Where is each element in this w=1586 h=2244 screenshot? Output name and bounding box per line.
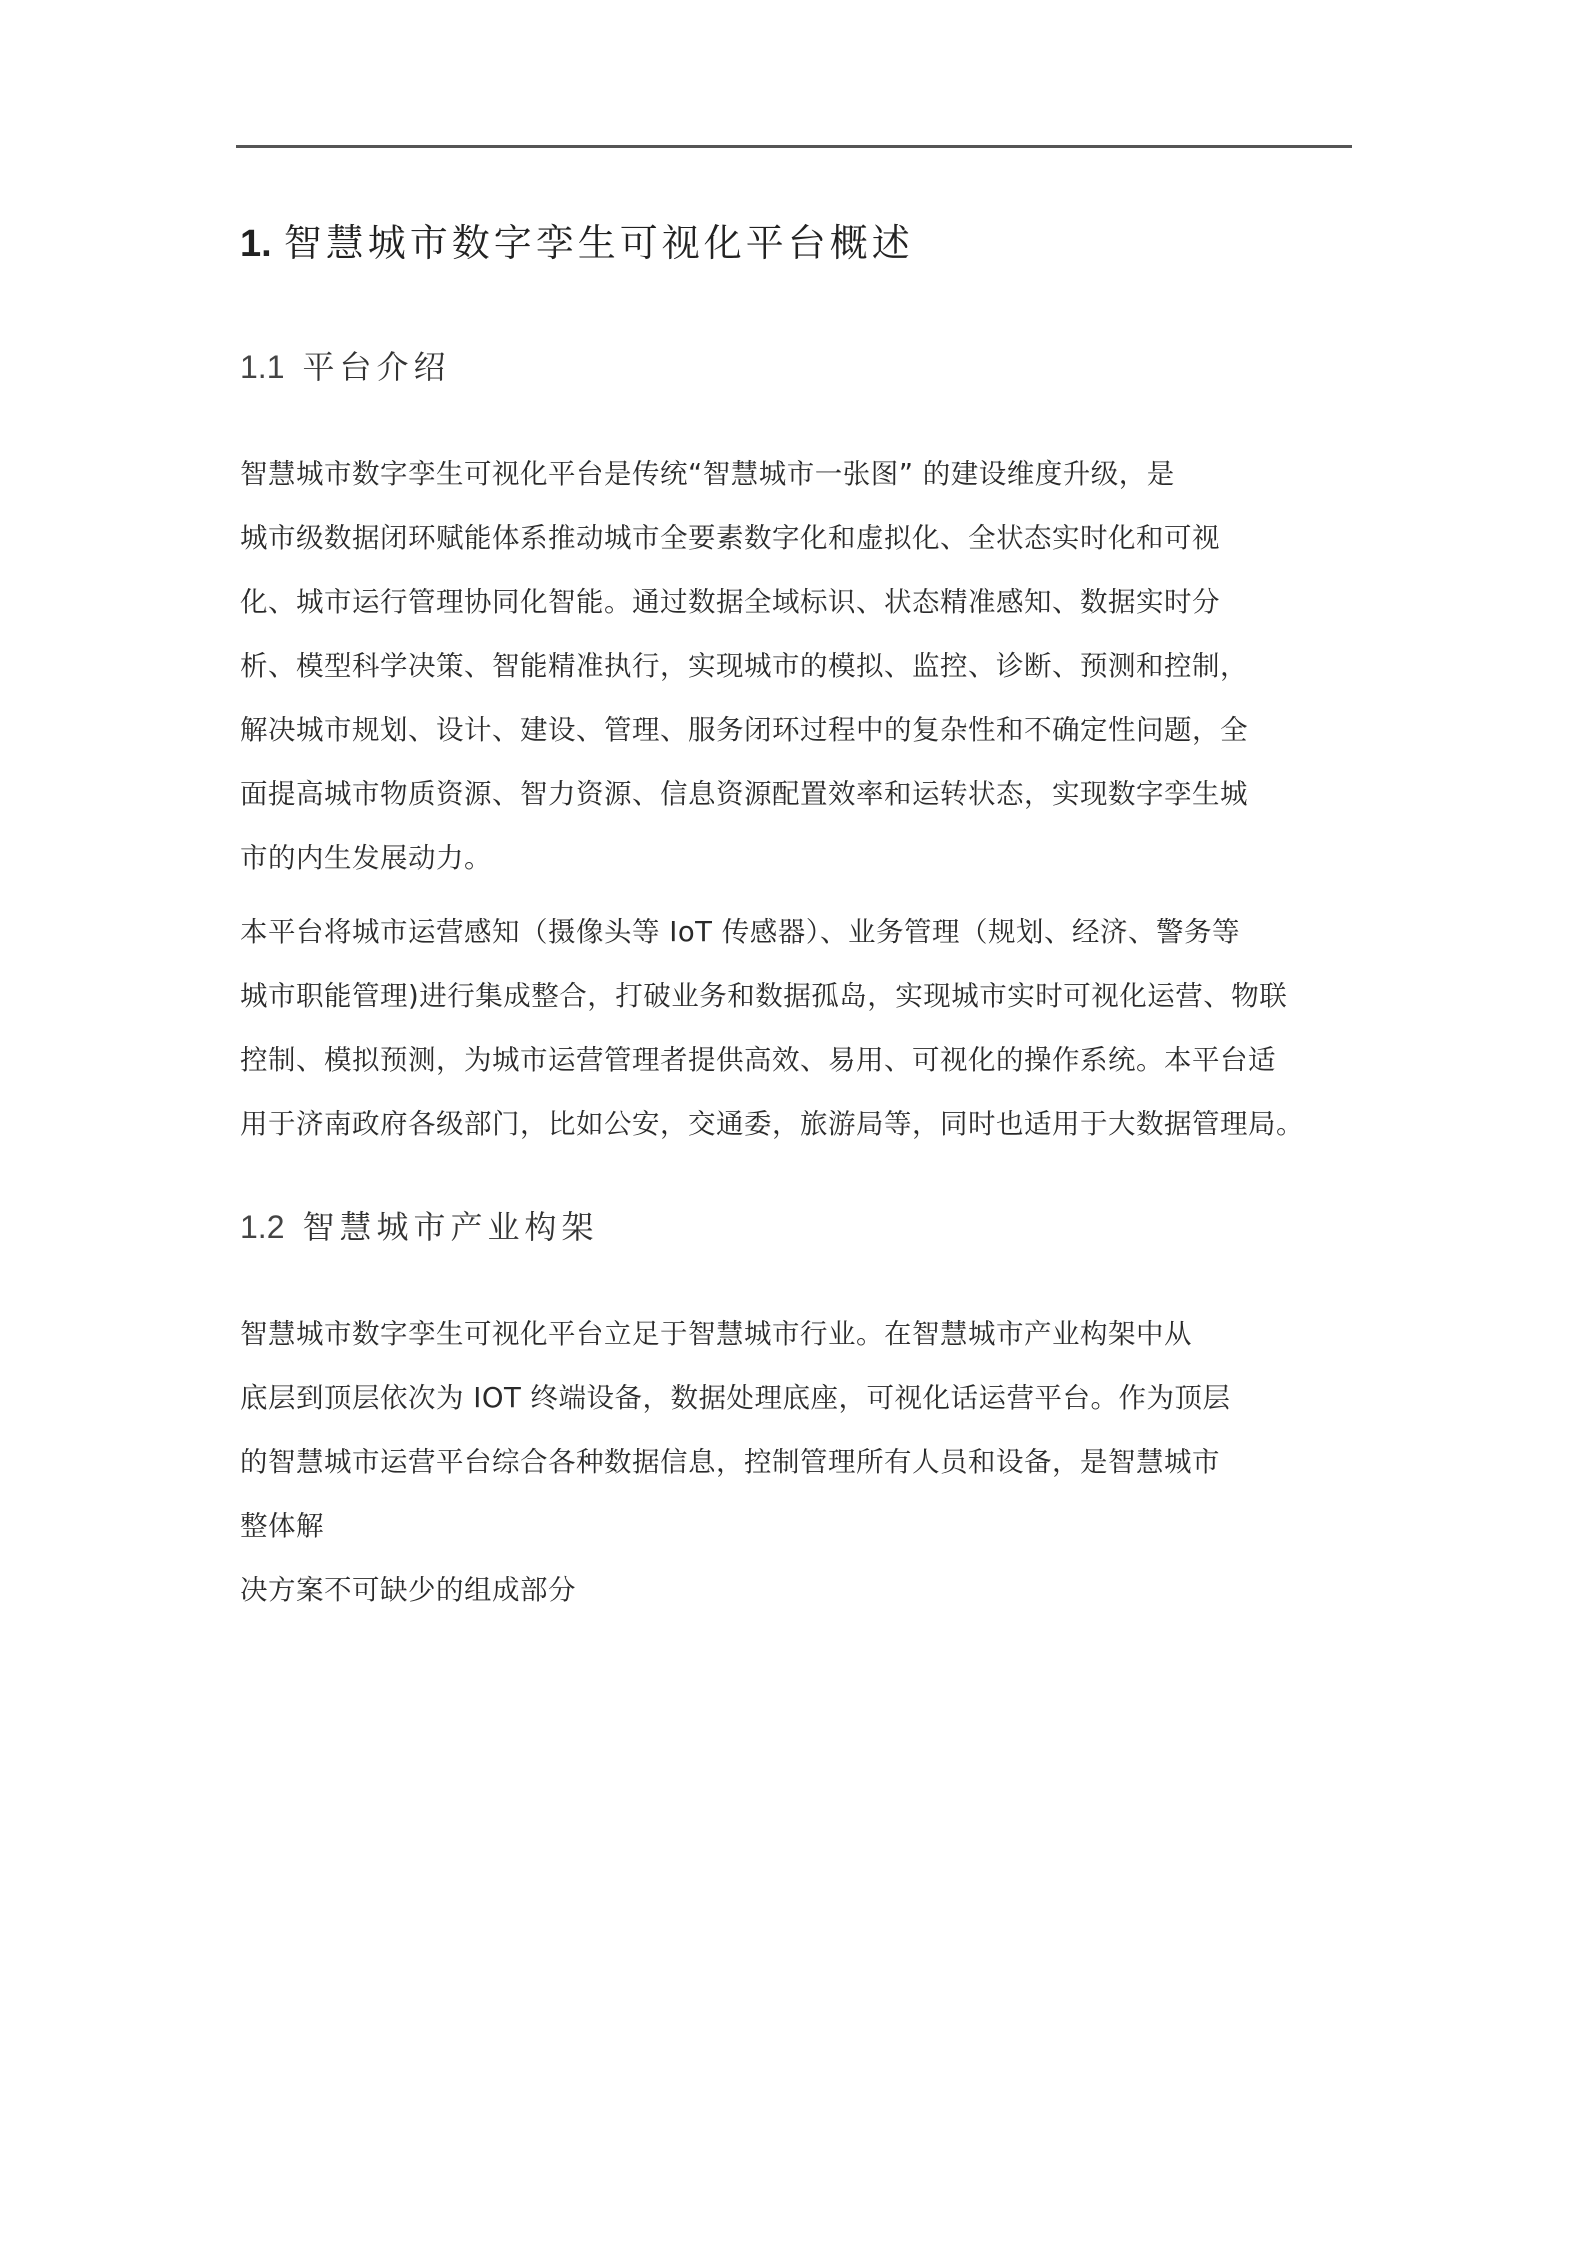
paragraph-line: 决方案不可缺少的组成部分 bbox=[240, 1574, 576, 1606]
paragraph-line: 面提高城市物质资源、智力资源、信息资源配置效率和运转状态，实现数字孪生城 bbox=[240, 778, 1248, 810]
chapter-number: 1. bbox=[240, 223, 272, 265]
paragraph-line: 本平台将城市运营感知（摄像头等 IoT 传感器）、业务管理（规划、经济、警务等 bbox=[240, 916, 1240, 948]
paragraph-industry-architecture bbox=[240, 1302, 1360, 1622]
paragraph-line: 控制、模拟预测，为城市运营管理者提供高效、易用、可视化的操作系统。本平台适 bbox=[240, 1044, 1276, 1076]
paragraph-line: 化、城市运行管理协同化智能。通过数据全域标识、状态精准感知、数据实时分 bbox=[240, 586, 1220, 618]
paragraph-line: 城市职能管理)进行集成整合，打破业务和数据孤岛，实现城市实时可视化运营、物联 bbox=[240, 980, 1288, 1012]
paragraph-platform-intro-2 bbox=[240, 900, 1360, 1156]
section-number: 1.2 bbox=[240, 1209, 285, 1245]
paragraph-line: 整体解 bbox=[240, 1510, 324, 1542]
paragraph-line: 市的内生发展动力。 bbox=[240, 842, 492, 874]
paragraph-line: 用于济南政府各级部门，比如公安，交通委，旅游局等，同时也适用于大数据管理局。 bbox=[240, 1108, 1304, 1140]
section-heading-1-2 bbox=[240, 1202, 599, 1248]
paragraph-line: 解决城市规划、设计、建设、管理、服务闭环过程中的复杂性和不确定性问题，全 bbox=[240, 714, 1248, 746]
paragraph-line: 智慧城市数字孪生可视化平台立足于智慧城市行业。在智慧城市产业构架中从 bbox=[240, 1318, 1192, 1350]
paragraph-line: 底层到顶层依次为 IOT 终端设备，数据处理底座，可视化话运营平台。作为顶层 bbox=[240, 1382, 1231, 1414]
chapter-title: 智慧城市数字孪生可视化平台概述 bbox=[283, 221, 914, 265]
header-rule bbox=[236, 145, 1352, 148]
chapter-heading bbox=[240, 212, 914, 267]
paragraph-line: 智慧城市数字孪生可视化平台是传统“智慧城市一张图” 的建设维度升级，是 bbox=[240, 458, 1175, 490]
section-heading-1-1 bbox=[240, 342, 451, 388]
paragraph-platform-intro-1 bbox=[240, 442, 1360, 890]
paragraph-line: 城市级数据闭环赋能体系推动城市全要素数字化和虚拟化、全状态实时化和可视 bbox=[240, 522, 1220, 554]
paragraph-line: 的智慧城市运营平台综合各种数据信息，控制管理所有人员和设备，是智慧城市 bbox=[240, 1446, 1220, 1478]
paragraph-line: 析、模型科学决策、智能精准执行，实现城市的模拟、监控、诊断、预测和控制， bbox=[240, 650, 1248, 682]
section-title: 平台介绍 bbox=[302, 348, 451, 386]
section-title: 智慧城市产业构架 bbox=[302, 1208, 599, 1246]
section-number: 1.1 bbox=[240, 349, 285, 385]
